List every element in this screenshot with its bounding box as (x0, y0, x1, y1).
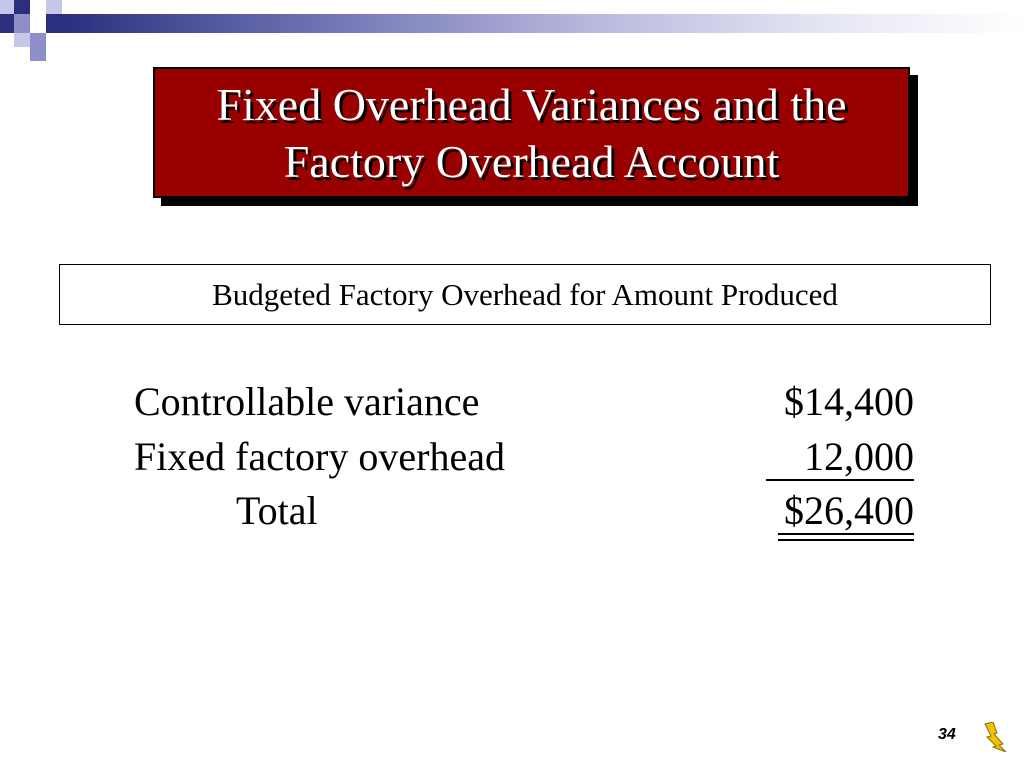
deco-square (30, 47, 46, 61)
row-label: Fixed factory overhead (134, 434, 505, 479)
row-amount: 12,000 (804, 434, 914, 479)
deco-square (0, 0, 14, 14)
deco-square (14, 0, 30, 14)
deco-square (0, 14, 14, 33)
row-label: Total (236, 488, 318, 533)
total-double-underline (778, 533, 914, 541)
subtotal-underline (766, 479, 914, 481)
row-amount: $14,400 (784, 379, 914, 424)
subtitle-text: Budgeted Factory Overhead for Amount Produced (212, 276, 838, 312)
deco-square (14, 14, 30, 33)
page-number: 34 (938, 726, 956, 743)
lightning-bolt-icon (982, 722, 1008, 752)
deco-square (30, 33, 46, 47)
header-gradient-bar (62, 14, 1024, 33)
deco-square (14, 33, 30, 47)
slide-title (153, 67, 910, 198)
row-amount: $26,400 (784, 488, 914, 533)
table-row (0, 432, 1024, 482)
subtitle-box (59, 264, 991, 325)
title-line-2: Factory Overhead Account (283, 135, 780, 187)
title-line-1: Fixed Overhead Variances and the (216, 78, 847, 130)
table-row (0, 377, 1024, 427)
table-row (0, 486, 1024, 536)
row-label: Controllable variance (134, 379, 480, 424)
deco-square (46, 14, 62, 33)
deco-square (46, 0, 62, 14)
